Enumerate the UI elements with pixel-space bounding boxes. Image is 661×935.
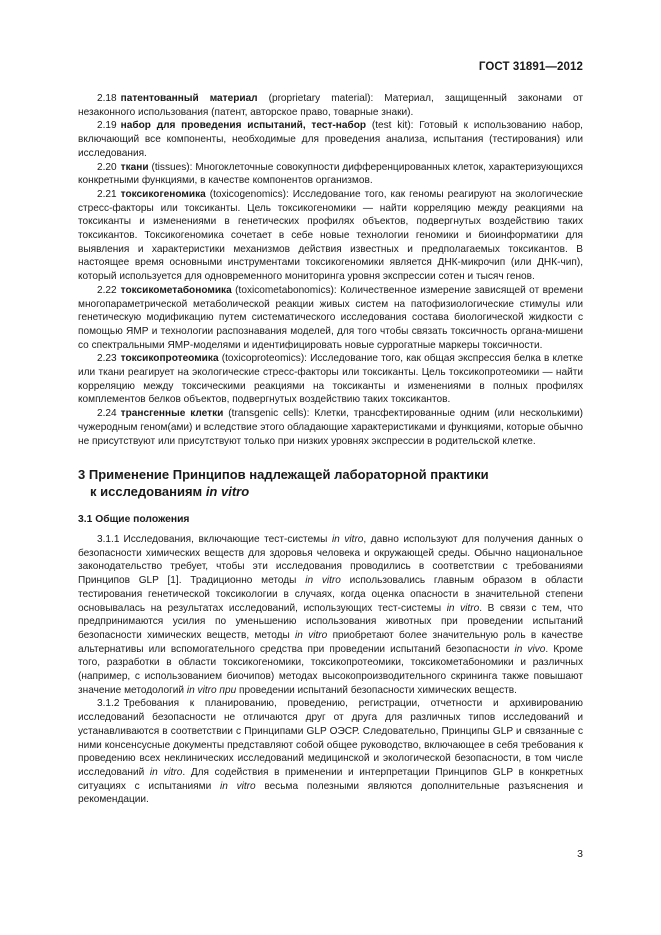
definition-body: (tissues): Многоклеточные совокупности дифференцированных клеток, характеризующихся конкретными функциями, в качестве компонентов организмов. — [78, 161, 583, 187]
paragraph-3-1-2: 3.1.2 Требования к планированию, проведению, регистрации, отчетности и архивированию исследований безопасности не отличаются друг от друга для различных типов исследований и устанавливаются в соответствии с Принципами GLP ОЭСР. Следовательно, Принципы GLP и связанные с ними консенсусные документы представляют собой общее руководство, включающее в себя требования к проведению всех неклинических исследований медицинской и экологической безопасности, в том числе исследований in vitro. Для содействия в применении и интерпретации Принципов GLP в конкретных ситуациях с испытаниями in vitro весьма полезными являются дополнительные разъяснения и рекомендации. — [78, 698, 584, 806]
spacer — [78, 448, 583, 467]
section-title-italic: in vitro — [205, 483, 250, 499]
section-title-line1: Применение Принципов надлежащей лабораторной практики — [88, 467, 489, 483]
definition-2-24: 2.24 трансгенные клетки (transgenic cells): Клетки, трансфектированные одним (или несколькими) чужеродным геном(ами) и вследствие этого обладающие характеристиками и функциями, которые обычно не присутствуют или присутствуют только при низких уровнях экспрессии в родительской клетке. — [78, 408, 584, 447]
definition-2-23: 2.23 токсикопротеомика (toxicoproteomics): Исследование того, как общая экспрессия белка в клетке или ткани реагирует на экологические стресс-факторы или токсиканты. Цель токсикопротеомики — найти корреляцию между токсическими реакциями на токсиканты и изменениями в полных профилях комплементов белков объектов, подвергнутых воздействию таких токсикантов. — [78, 353, 583, 406]
page-number: 3 — [577, 848, 583, 860]
definition-term: ткани — [120, 161, 149, 173]
definition-2-20: 2.20 ткани (tissues): Многоклеточные совокупности дифференцированных клеток, характеризующихся конкретными функциями, в качестве компонентов организмов. — [78, 161, 583, 187]
definition-term: трансгенные клетки — [120, 408, 224, 420]
section-number: 3 — [78, 467, 86, 483]
document-code-header: ГОСТ 31891—2012 — [478, 61, 583, 73]
definition-term: токсикометабономика — [120, 284, 232, 296]
definition-term: токсикопротеомика — [120, 353, 219, 365]
definition-2-19: 2.19 набор для проведения испытаний, тест-набор (test kit): Готовый к использованию набор, включающий все компоненты, необходимые для проведения анализа, испытания (тестирования) или исследования. — [78, 120, 583, 159]
subsection-3-1-heading: 3.1 Общие положения — [78, 514, 190, 526]
definition-term: набор для проведения испытаний, тест-набор — [120, 120, 367, 132]
definition-2-21: 2.21 токсикогеномика (toxicogenomics): Исследование того, как геномы реагируют на экологические стресс-факторы или токсиканты. Цель токсикогеномики — найти корреляцию между реакциями на токсиканты и изменениями в генетических профилях объектов, подвергнутых воздействию таких токсикантов. Токсикогеномика сочетает в себе новые технологии геномики и биоинформатики для выявления и характеристики механизмов действия известных и предполагаемых токсикантов. В настоящее время основными инструментами токсикогеномики является ДНК-микрочип (или ДНК-чип), который используется для одновременного мониторинга уровня экспрессии сотен и тысяч генов. — [78, 188, 583, 283]
definition-body: (toxicometabonomics): Количественное измерение зависящей от времени многопараметрической метаболической реакции живых систем на патофизиологические стимулы или генетическую модификацию путем систематического исследования состава биологической жидкости с помощью ЯМР и технологии распознавания моделей, для того чтобы связать токсичность органа-мишени со спектральными ЯМР-моделями и идентифицировать новые суррогатные маркеры токсичности. — [78, 284, 584, 351]
paragraph-3-1-1: 3.1.1 Исследования, включающие тест-системы in vitro, давно используют для получения данных о безопасности химических веществ для здоровья человека и окружающей среды. Обычно национальное законодательство требует, чтобы эти исследования проводились в соответствии с требованиями Принципов GLP [1]. Традиционно методы in vitro использовались главным образом в области тестирования генетической токсикологии в случаях, когда оценка опасности в значительной степени основывалась на результатах исследований, использующих тест-системы in vitro. В связи с тем, что предпринимаются усилия по уменьшению использования животных при проведении испытаний безопасности химических веществ, методы in vitro приобретают более значительную роль в качестве альтернативы или вспомогательного средства при проведении испытаний безопасности in vivo. Кроме того, разработки в области токсикогеномики, токсикопротеомики, токсикометабономики и различных (например, с использованием биочипов) методах высокопроизводительного скрининга также повышают значение методологий in vitro при проведении испытаний безопасности химических веществ. — [78, 533, 583, 696]
definition-body: (toxicoproteomics): Исследование того, как общая экспрессия белка в клетке или ткани реагирует на экологические стресс-факторы или токсиканты. Цель токсикопротеомики — найти корреляцию между токсическими реакциями на токсиканты и изменениями в полных профилях комплементов белков объектов, подвергнутых воздействию таких токсикантов. — [78, 353, 583, 406]
definition-2-18: 2.18 патентованный материал (proprietary material): Материал, защищенный законами от незаконного использования (патент, авторское право, товарные знаки). — [78, 93, 583, 118]
definition-body: (test kit): Готовый к использованию набор, включающий все компоненты, необходимые для проведения анализа, испытания (тестирования) или исследования. — [78, 120, 583, 159]
section-title-line2: к исследованиям — [90, 483, 203, 499]
section-3-heading — [78, 467, 583, 500]
definition-body: (transgenic cells): Клетки, трансфектированные одним (или несколькими) чужеродным геном(ами) и вследствие этого обладающие характеристиками и функциями, которые обычно не присутствуют или присутствуют только при низких уровнях экспрессии в родительской клетке. — [78, 408, 584, 447]
definition-term: токсикогеномика — [120, 188, 206, 200]
definition-body: (proprietary material): Материал, защищенный законами от незаконного использования (патент, авторское право, товарные знаки). — [78, 93, 583, 118]
page-content — [78, 92, 583, 807]
definition-2-22: 2.22 токсикометабономика (toxicometabonomics): Количественное измерение зависящей от времени многопараметрической метаболической реакции живых систем на патофизиологические стимулы или генетическую модификацию путем систематического исследования состава биологической жидкости с помощью ЯМР и технологии распознавания моделей, для того чтобы связать токсичность органа-мишени со спектральными ЯМР-моделями и идентифицировать новые суррогатные маркеры токсичности. — [78, 284, 584, 351]
definition-body: (toxicogenomics): Исследование того, как геномы реагируют на экологические стресс-факторы или токсиканты. Цель токсикогеномики — найти корреляцию между реакциями на токсиканты и изменениями в генетических профилях объектов, подвергнутых воздействию таких токсикантов. Токсикогеномика сочетает в себе новые технологии геномики и биоинформатики для выявления и характеристики механизмов действия известных и предполагаемых токсикантов. В настоящее время основными инструментами токсикогеномики является ДНК-микрочип (или ДНК-чип), который используется для одновременного мониторинга уровня экспрессии сотен и тысяч генов. — [78, 188, 583, 283]
definition-term: патентованный материал — [120, 93, 258, 104]
